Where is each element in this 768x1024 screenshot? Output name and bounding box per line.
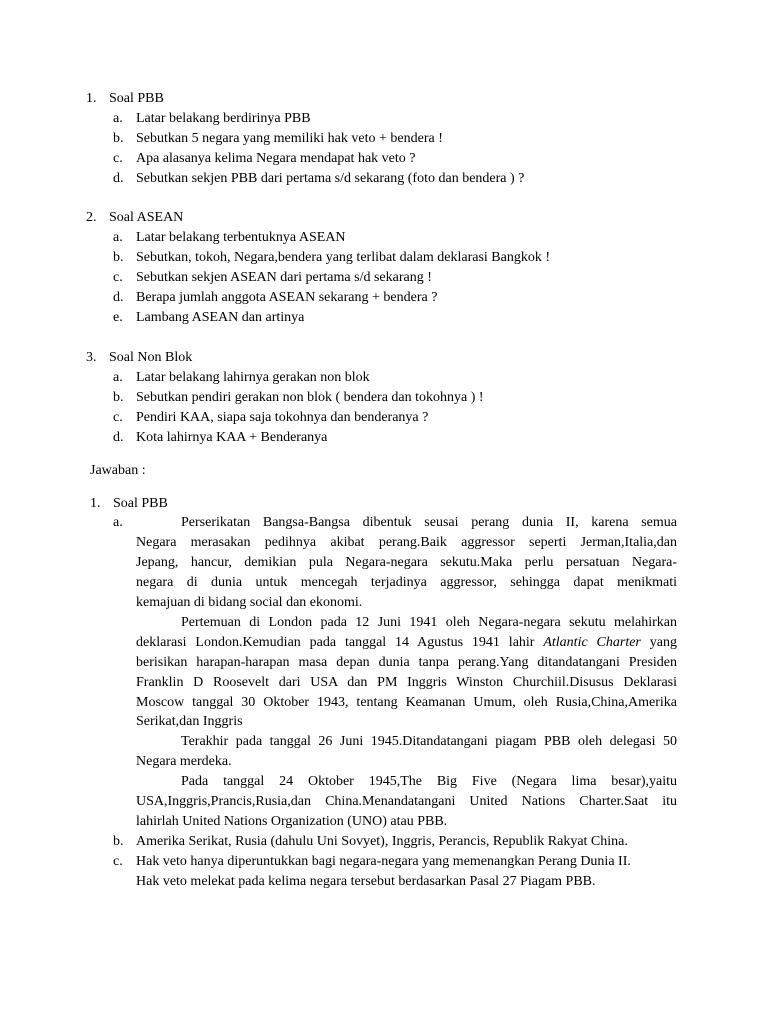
- item-label: c.: [113, 410, 123, 425]
- paragraph-line: Serikat,dan Inggris: [136, 714, 243, 729]
- item-label: d.: [113, 290, 124, 305]
- list-item: Apa alasanya kelima Negara mendapat hak veto ?: [136, 151, 416, 166]
- paragraph-line: Negara merasakan pedihnya akibat perang.Baik aggressor seperti Jerman,Italia,dan: [136, 535, 677, 550]
- answer-label-a: a.: [113, 515, 123, 530]
- paragraph-line-with-italic: deklarasi London.Kemudian pada tanggal 14 Agustus 1941 lahir Atlantic Charter yang: [136, 635, 677, 650]
- paragraph-line: berisikan harapan-harapan masa depan dunia tanpa perang.Yang ditandatangani Presiden: [136, 655, 677, 670]
- answer-text-b: Amerika Serikat, Rusia (dahulu Uni Sovyet), Inggris, Perancis, Republik Rakyat China.: [136, 834, 628, 849]
- list-item: Berapa jumlah anggota ASEAN sekarang + bendera ?: [136, 290, 438, 305]
- list-item: Sebutkan sekjen ASEAN dari pertama s/d sekarang !: [136, 270, 432, 285]
- paragraph-line: Perserikatan Bangsa-Bangsa dibentuk seusai perang dunia II, karena semua: [181, 515, 677, 530]
- item-label: e.: [113, 310, 123, 325]
- paragraph-line: Moscow tanggal 30 Oktober 1943, tentang Keamanan Umum, oleh Rusia,China,Amerika: [136, 695, 677, 710]
- paragraph-line: Jepang, hancur, demikian pula Negara-negara sekutu.Maka perlu persatuan Negara-: [136, 555, 677, 570]
- paragraph-line: Negara merdeka.: [136, 754, 232, 769]
- paragraph-line: USA,Inggris,Prancis,Rusia,dan China.Menandatangani United Nations Charter.Saat itu: [136, 794, 677, 809]
- question-title: Soal PBB: [109, 91, 164, 106]
- list-item: Pendiri KAA, siapa saja tokohnya dan benderanya ?: [136, 410, 429, 425]
- item-label: a.: [113, 370, 123, 385]
- answer-title: Soal PBB: [113, 496, 168, 511]
- paragraph-line: negara di dunia untuk mencegah terjadinya aggressor, sehingga dapat menikmati: [136, 575, 677, 590]
- item-label: a.: [113, 111, 123, 126]
- item-label: a.: [113, 230, 123, 245]
- list-item: Latar belakang berdirinya PBB: [136, 111, 311, 126]
- list-item: Sebutkan, tokoh, Negara,bendera yang terlibat dalam deklarasi Bangkok !: [136, 250, 551, 265]
- list-item: Sebutkan sekjen PBB dari pertama s/d sekarang (foto dan bendera ) ?: [136, 171, 525, 186]
- list-item: Latar belakang lahirnya gerakan non blok: [136, 370, 370, 385]
- question-title: Soal Non Blok: [109, 350, 193, 365]
- paragraph-line: Pertemuan di London pada 12 Juni 1941 oleh Negara-negara sekutu melahirkan: [181, 615, 677, 630]
- italic-term: Atlantic Charter: [543, 635, 641, 650]
- question-number: 1.: [86, 91, 97, 106]
- answer-label-b: b.: [113, 834, 124, 849]
- item-label: b.: [113, 131, 124, 146]
- answer-text-c: Hak veto hanya diperuntukkan bagi negara-negara yang memenangkan Perang Dunia II.: [136, 854, 631, 869]
- answer-text-c: Hak veto melekat pada kelima negara tersebut berdasarkan Pasal 27 Piagam PBB.: [136, 874, 596, 889]
- question-title: Soal ASEAN: [109, 210, 184, 225]
- answer-label-c: c.: [113, 854, 123, 869]
- paragraph-line: lahirlah United Nations Organization (UNO) atau PBB.: [136, 814, 448, 829]
- answers-heading: Jawaban :: [90, 463, 146, 478]
- list-item: Kota lahirnya KAA + Benderanya: [136, 430, 328, 445]
- answer-number: 1.: [90, 496, 101, 511]
- paragraph-line: Terakhir pada tanggal 26 Juni 1945.Ditandatangani piagam PBB oleh delegasi 50: [181, 734, 677, 749]
- list-item: Sebutkan pendiri gerakan non blok ( bendera dan tokohnya ) !: [136, 390, 484, 405]
- list-item: Lambang ASEAN dan artinya: [136, 310, 305, 325]
- item-label: d.: [113, 430, 124, 445]
- item-label: d.: [113, 171, 124, 186]
- item-label: c.: [113, 270, 123, 285]
- item-label: c.: [113, 151, 123, 166]
- list-item: Latar belakang terbentuknya ASEAN: [136, 230, 346, 245]
- item-label: b.: [113, 250, 124, 265]
- question-number: 2.: [86, 210, 97, 225]
- list-item: Sebutkan 5 negara yang memiliki hak veto + bendera !: [136, 131, 443, 146]
- item-label: b.: [113, 390, 124, 405]
- question-number: 3.: [86, 350, 97, 365]
- paragraph-line: Pada tanggal 24 Oktober 1945,The Big Five (Negara lima besar),yaitu: [181, 774, 677, 789]
- paragraph-line: kemajuan di bidang social dan ekonomi.: [136, 595, 363, 610]
- paragraph-line: Franklin D Roosevelt dari USA dan PM Inggris Winston Churchiil.Disusus Deklarasi: [136, 675, 677, 690]
